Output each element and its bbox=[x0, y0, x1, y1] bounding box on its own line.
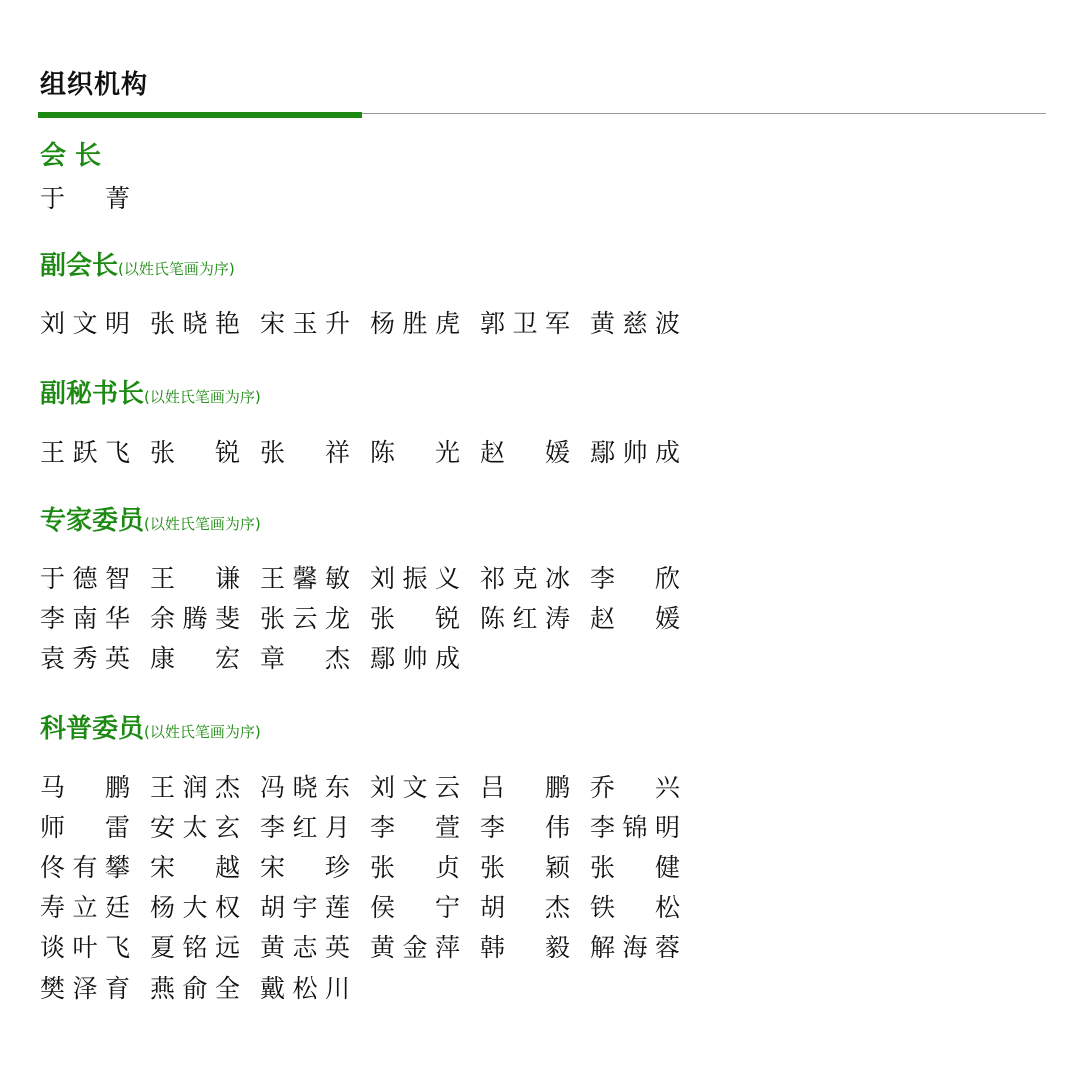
member-name: 燕 俞 全 bbox=[150, 974, 240, 1003]
member-name: 鄢 帅 成 bbox=[590, 438, 680, 467]
member-name: 佟 有 攀 bbox=[40, 853, 130, 882]
member-name: 张 颖 bbox=[480, 853, 570, 882]
member-name: 胡 杰 bbox=[480, 893, 570, 922]
member-name: 张 贞 bbox=[370, 853, 460, 882]
member-name: 戴 松 川 bbox=[260, 974, 350, 1003]
member-name: 余 腾 斐 bbox=[150, 604, 240, 633]
section-order-note: (以姓氏笔画为序) bbox=[144, 515, 261, 533]
member-name: 乔 兴 bbox=[590, 773, 680, 802]
member-name: 师 雷 bbox=[40, 813, 130, 842]
member-name: 张 晓 艳 bbox=[150, 309, 240, 338]
member-name: 李 伟 bbox=[480, 813, 570, 842]
member-name: 刘 文 云 bbox=[370, 773, 460, 802]
member-name: 郭 卫 军 bbox=[480, 309, 570, 338]
member-name: 吕 鹏 bbox=[480, 773, 570, 802]
member-name: 赵 媛 bbox=[480, 438, 570, 467]
member-name: 宋 越 bbox=[150, 853, 240, 882]
member-name: 刘 振 义 bbox=[370, 564, 460, 593]
section-order-note: (以姓氏笔画为序) bbox=[144, 388, 261, 406]
member-name: 康 宏 bbox=[150, 644, 240, 673]
member-name: 胡 宇 莲 bbox=[260, 893, 350, 922]
member-name: 陈 红 涛 bbox=[480, 604, 570, 633]
member-name: 王 馨 敏 bbox=[260, 564, 350, 593]
member-name: 宋 珍 bbox=[260, 853, 350, 882]
member-name: 解 海 蓉 bbox=[590, 933, 680, 962]
section-title: 专家委员 bbox=[40, 506, 145, 536]
member-name: 马 鹏 bbox=[40, 773, 130, 802]
member-name: 铁 松 bbox=[590, 893, 680, 922]
member-name: 杨 胜 虎 bbox=[370, 309, 460, 338]
member-name: 于 菁 bbox=[40, 184, 130, 213]
member-name: 张 锐 bbox=[150, 438, 240, 467]
member-name: 祁 克 冰 bbox=[480, 564, 570, 593]
member-name: 韩 毅 bbox=[480, 933, 570, 962]
member-name: 谈 叶 飞 bbox=[40, 933, 130, 962]
section-heading-president bbox=[40, 140, 101, 172]
member-name: 王 润 杰 bbox=[150, 773, 240, 802]
section-title: 副会长 bbox=[40, 251, 119, 281]
member-name: 宋 玉 升 bbox=[260, 309, 350, 338]
member-name: 李 欣 bbox=[590, 564, 680, 593]
member-name: 陈 光 bbox=[370, 438, 460, 467]
member-name: 黄 慈 波 bbox=[590, 309, 680, 338]
section-heading-science bbox=[40, 713, 261, 748]
member-name: 王 谦 bbox=[150, 564, 240, 593]
page-title: 组织机构 bbox=[40, 70, 149, 100]
member-name: 夏 铭 远 bbox=[150, 933, 240, 962]
member-name: 樊 泽 育 bbox=[40, 974, 130, 1003]
member-name: 冯 晓 东 bbox=[260, 773, 350, 802]
member-name: 鄢 帅 成 bbox=[370, 644, 460, 673]
member-name: 王 跃 飞 bbox=[40, 438, 130, 467]
section-heading-deputy_secretary bbox=[40, 378, 261, 413]
member-name: 张 健 bbox=[590, 853, 680, 882]
member-name: 赵 媛 bbox=[590, 604, 680, 633]
member-name: 黄 金 萍 bbox=[370, 933, 460, 962]
section-order-note: (以姓氏笔画为序) bbox=[118, 260, 235, 278]
member-name: 杨 大 权 bbox=[150, 893, 240, 922]
member-name: 安 太 玄 bbox=[150, 813, 240, 842]
member-name: 张 祥 bbox=[260, 438, 350, 467]
member-name: 李 锦 明 bbox=[590, 813, 680, 842]
member-name: 侯 宁 bbox=[370, 893, 460, 922]
member-name: 刘 文 明 bbox=[40, 309, 130, 338]
member-name: 李 红 月 bbox=[260, 813, 350, 842]
member-name: 寿 立 廷 bbox=[40, 893, 130, 922]
section-heading-vice_president bbox=[40, 250, 235, 285]
title-accent-bar bbox=[38, 112, 362, 118]
member-name: 章 杰 bbox=[260, 644, 350, 673]
section-title: 会 长 bbox=[40, 141, 102, 171]
member-name: 黄 志 英 bbox=[260, 933, 350, 962]
member-name: 袁 秀 英 bbox=[40, 644, 130, 673]
member-name: 李 萱 bbox=[370, 813, 460, 842]
member-name: 于 德 智 bbox=[40, 564, 130, 593]
section-order-note: (以姓氏笔画为序) bbox=[144, 723, 261, 741]
member-name: 张 云 龙 bbox=[260, 604, 350, 633]
section-title: 副秘书长 bbox=[40, 379, 145, 409]
member-name: 李 南 华 bbox=[40, 604, 130, 633]
member-name: 张 锐 bbox=[370, 604, 460, 633]
section-title: 科普委员 bbox=[40, 714, 145, 744]
section-heading-experts bbox=[40, 505, 261, 540]
